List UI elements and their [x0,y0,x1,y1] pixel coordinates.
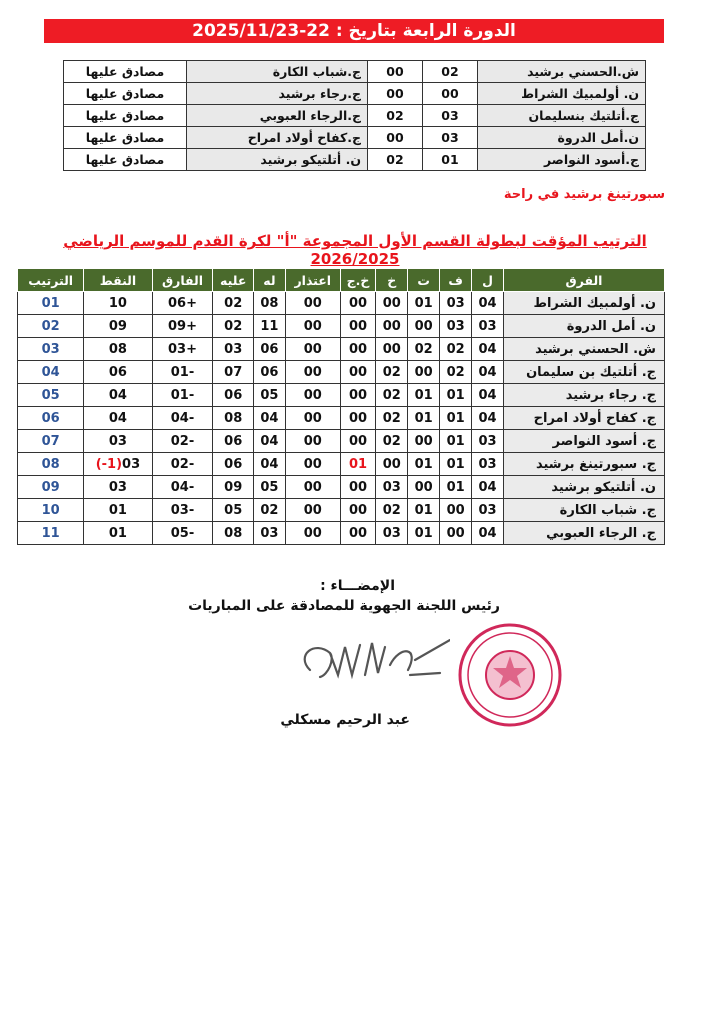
stat-excused: 00 [285,453,340,476]
stat-lost: 02 [376,430,408,453]
match-status: مصادق عليها [64,127,187,149]
standings-row [18,407,665,430]
result-row [64,83,646,105]
stat-gf: 05 [253,476,285,499]
match-status: مصادق عليها [64,105,187,127]
points-value: 10 [108,295,127,311]
home-team: ش.الحسني برشيد [478,61,646,83]
team-name: ج. كفاح أولاد امراح [504,407,665,430]
signature-label: الإمضـــاء : [320,578,395,594]
points-value: 04 [108,387,127,403]
standings-row [18,499,665,522]
match-status: مصادق عليها [64,149,187,171]
team-name: ج. أتلتيك بن سليمان [504,361,665,384]
stat-rank: 05 [18,384,84,407]
away-score: 00 [368,61,423,83]
stat-forfeit: 00 [340,361,376,384]
points-value: 04 [108,410,127,426]
stat-excused: 00 [285,430,340,453]
team-name: ج. أسود النواصر [504,430,665,453]
stat-ga: 02 [213,292,254,315]
stat-gf: 03 [253,522,285,545]
stat-ga: 06 [213,430,254,453]
stat-lost: 02 [376,361,408,384]
stat-played: 03 [472,453,504,476]
standings-header-cell: الفارق [152,269,213,292]
signatory-name: عبد الرحيم مسكلي [280,712,410,728]
stat-gf: 05 [253,384,285,407]
standings-row [18,430,665,453]
stat-forfeit: 00 [340,522,376,545]
stat-lost: 00 [376,453,408,476]
stat-won: 03 [440,292,472,315]
home-team: ج.أسود النواصر [478,149,646,171]
stat-drawn: 00 [408,430,440,453]
points-value: 03 [108,433,127,449]
stat-rank: 04 [18,361,84,384]
standings-row [18,453,665,476]
result-row [64,61,646,83]
stat-ga: 08 [213,522,254,545]
stat-forfeit: 00 [340,384,376,407]
stat-drawn: 02 [408,338,440,361]
points-penalty: (-1) [95,456,123,472]
stat-drawn: 00 [408,476,440,499]
result-row [64,149,646,171]
stat-lost: 02 [376,384,408,407]
home-score: 03 [423,127,478,149]
stat-excused: 00 [285,499,340,522]
stat-points [84,476,152,499]
away-team: ج.شباب الكارة [187,61,368,83]
standings-row [18,292,665,315]
standings-title: الترتيب المؤقت لبطولة القسم الأول المجموعة "أ" لكرة القدم للموسم الرياضي 2026/2025 [63,232,647,268]
stat-diff: -04 [152,407,213,430]
away-team: ج.كفاح أولاد امراح [187,127,368,149]
stat-points [84,499,152,522]
standings-header-cell: ت [408,269,440,292]
team-name: ج. الرجاء العبوبي [504,522,665,545]
standings-header-cell: خ.ج [340,269,376,292]
stat-won: 01 [440,476,472,499]
stat-gf: 06 [253,338,285,361]
stat-rank: 11 [18,522,84,545]
stat-played: 03 [472,315,504,338]
stat-excused: 00 [285,361,340,384]
stat-played: 04 [472,384,504,407]
stat-excused: 00 [285,315,340,338]
standings-header-cell: ل [472,269,504,292]
home-score: 01 [423,149,478,171]
handwritten-signature [290,625,450,700]
points-value: 01 [108,502,127,518]
standings-row [18,361,665,384]
stat-gf: 08 [253,292,285,315]
stat-forfeit: 00 [340,292,376,315]
team-name: ن. أولمبيك الشراط [504,292,665,315]
stat-gf: 06 [253,361,285,384]
stat-won: 01 [440,430,472,453]
stat-diff: -02 [152,453,213,476]
stat-drawn: 01 [408,453,440,476]
stat-ga: 02 [213,315,254,338]
stat-played: 04 [472,361,504,384]
stat-lost: 00 [376,315,408,338]
stat-played: 03 [472,499,504,522]
stat-ga: 06 [213,384,254,407]
stat-ga: 09 [213,476,254,499]
stat-gf: 11 [253,315,285,338]
stat-won: 02 [440,338,472,361]
stat-drawn: 01 [408,384,440,407]
away-score: 00 [368,127,423,149]
stat-drawn: 01 [408,292,440,315]
points-value: 08 [108,341,127,357]
team-name: ج. سبورتينغ برشيد [504,453,665,476]
stat-diff: +06 [152,292,213,315]
stat-points [84,522,152,545]
stat-forfeit: 00 [340,476,376,499]
team-name: ن. أتلتيكو برشيد [504,476,665,499]
stat-forfeit: 00 [340,499,376,522]
stat-lost: 00 [376,338,408,361]
stat-rank: 07 [18,430,84,453]
stat-rank: 09 [18,476,84,499]
standings-row [18,384,665,407]
stat-lost: 00 [376,292,408,315]
standings-header-cell: الفرق [504,269,665,292]
stat-points [84,430,152,453]
stat-drawn: 01 [408,522,440,545]
stat-diff: -04 [152,476,213,499]
stat-forfeit: 01 [340,453,376,476]
stat-excused: 00 [285,476,340,499]
points-value: 03 [122,456,141,472]
points-value: 06 [108,364,127,380]
stat-drawn: 00 [408,361,440,384]
stat-rank: 02 [18,315,84,338]
stat-rank: 10 [18,499,84,522]
stat-ga: 08 [213,407,254,430]
stat-rank: 03 [18,338,84,361]
team-name: ن. أمل الدروة [504,315,665,338]
standings-header-cell: خ [376,269,408,292]
stat-won: 02 [440,361,472,384]
stat-points [84,315,152,338]
away-score: 00 [368,83,423,105]
stat-gf: 02 [253,499,285,522]
away-score: 02 [368,149,423,171]
home-score: 02 [423,61,478,83]
stat-points [84,338,152,361]
stat-ga: 05 [213,499,254,522]
stat-played: 03 [472,430,504,453]
standings-header-cell: عليه [213,269,254,292]
stat-played: 04 [472,476,504,499]
standings-row [18,315,665,338]
standings-table [17,268,665,545]
stat-forfeit: 00 [340,315,376,338]
stat-diff: -03 [152,499,213,522]
standings-row [18,338,665,361]
home-score: 00 [423,83,478,105]
stat-points [84,292,152,315]
team-name: ش. الحسني برشيد [504,338,665,361]
stat-gf: 04 [253,430,285,453]
home-score: 03 [423,105,478,127]
stat-gf: 04 [253,453,285,476]
points-value: 01 [108,525,127,541]
stat-won: 00 [440,522,472,545]
stat-lost: 03 [376,476,408,499]
stat-forfeit: 00 [340,407,376,430]
stat-rank: 01 [18,292,84,315]
stat-won: 01 [440,384,472,407]
match-status: مصادق عليها [64,83,187,105]
stat-forfeit: 00 [340,338,376,361]
stat-excused: 00 [285,407,340,430]
stat-ga: 07 [213,361,254,384]
home-team: ن.أمل الدروة [478,127,646,149]
standings-header-cell: الترتيب [18,269,84,292]
stat-diff: -02 [152,430,213,453]
stat-won: 00 [440,499,472,522]
stat-points [84,407,152,430]
away-score: 02 [368,105,423,127]
result-row [64,105,646,127]
stat-points [84,361,152,384]
standings-header-cell: له [253,269,285,292]
stat-gf: 04 [253,407,285,430]
stat-excused: 00 [285,338,340,361]
stat-diff: +09 [152,315,213,338]
match-status: مصادق عليها [64,61,187,83]
stat-ga: 03 [213,338,254,361]
standings-header-cell: ف [440,269,472,292]
stat-forfeit: 00 [340,430,376,453]
team-name: ج. رجاء برشيد [504,384,665,407]
stat-won: 03 [440,315,472,338]
standings-header-cell: اعتذار [285,269,340,292]
stat-won: 01 [440,453,472,476]
stat-won: 01 [440,407,472,430]
stat-lost: 02 [376,499,408,522]
stat-diff: -05 [152,522,213,545]
stat-excused: 00 [285,384,340,407]
standings-header-cell: النقط [84,269,152,292]
stat-excused: 00 [285,522,340,545]
standings-row [18,476,665,499]
round-title: الدورة الرابعة بتاريخ : 22-2025/11/23 [192,21,516,41]
away-team: ج.رجاء برشيد [187,83,368,105]
stat-diff: -01 [152,361,213,384]
stat-points [84,453,152,476]
stat-rank: 08 [18,453,84,476]
home-team: ج.أتلتيك بنسليمان [478,105,646,127]
stat-lost: 03 [376,522,408,545]
stat-played: 04 [472,292,504,315]
stat-diff: +03 [152,338,213,361]
stat-played: 04 [472,338,504,361]
stat-ga: 06 [213,453,254,476]
result-row [64,127,646,149]
away-team: ج.الرجاء العبوبي [187,105,368,127]
round-banner [44,19,664,43]
points-value: 03 [108,479,127,495]
stat-rank: 06 [18,407,84,430]
stat-excused: 00 [285,292,340,315]
stat-drawn: 00 [408,315,440,338]
stat-points [84,384,152,407]
results-table [63,60,646,171]
away-team: ن. أتلتيكو برشيد [187,149,368,171]
bye-note: سبورتينغ برشيد في راحة [503,187,665,202]
standings-row [18,522,665,545]
signature-title: رئيس اللجنة الجهوية للمصادقة على المباريات [188,598,500,614]
stat-diff: -01 [152,384,213,407]
team-name: ج. شباب الكارة [504,499,665,522]
stat-played: 04 [472,407,504,430]
stat-drawn: 01 [408,499,440,522]
stat-lost: 02 [376,407,408,430]
stat-drawn: 01 [408,407,440,430]
home-team: ن. أولمبيك الشراط [478,83,646,105]
stat-played: 04 [472,522,504,545]
points-value: 09 [108,318,127,334]
official-stamp [455,620,565,730]
